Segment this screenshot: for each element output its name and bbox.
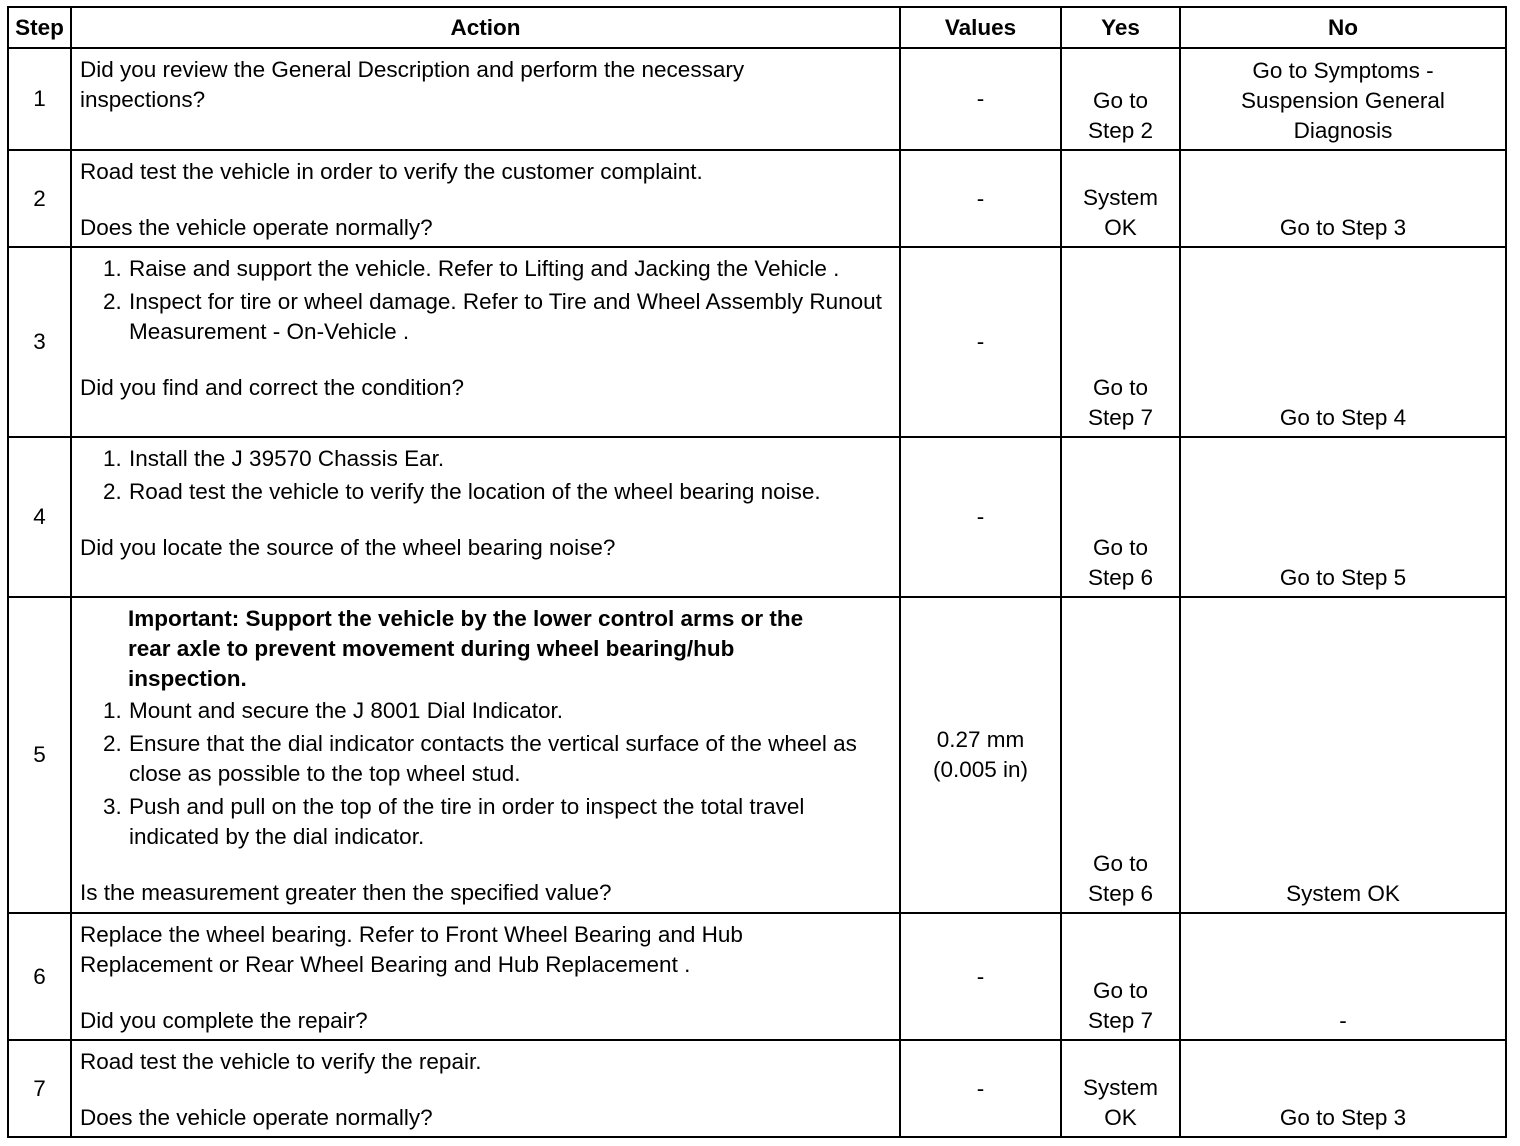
action-cell	[71, 437, 900, 597]
action-text: Replace the wheel bearing. Refer to Front Wheel Bearing and Hub Replacement or Rear Wheel Bearing and Hub Replacement .	[80, 922, 743, 977]
action-cell	[71, 48, 900, 150]
action-text: Did you review the General Description and perform the necessary inspections?	[80, 57, 745, 112]
value-cell: -	[900, 247, 1061, 437]
action-cell	[71, 597, 900, 913]
step-number: 5	[8, 597, 71, 913]
yes-cell: Go to Step 7	[1061, 247, 1180, 437]
action-steps	[80, 254, 888, 347]
step-number: 6	[8, 913, 71, 1040]
no-cell: Go to Step 4	[1180, 247, 1506, 437]
step-number: 2	[8, 150, 71, 247]
important-note: Important: Support the vehicle by the lower control arms or the rear axle to prevent movement during wheel bearing/hub inspection.	[128, 606, 804, 691]
action-question: Does the vehicle operate normally?	[80, 215, 433, 240]
yes-cell: Go to Step 2	[1061, 48, 1180, 150]
no-cell: Go to Symptoms - Suspension General Diagnosis	[1180, 48, 1506, 150]
list-item: 1. Install the J 39570 Chassis Ear.	[128, 444, 848, 474]
action-text: Road test the vehicle to verify the repair.	[80, 1049, 482, 1074]
table-row	[8, 913, 1506, 1040]
header-action: Action	[71, 7, 900, 48]
header-row	[8, 7, 1506, 48]
value-cell: -	[900, 437, 1061, 597]
value-cell: -	[900, 150, 1061, 247]
value-cell	[900, 597, 1061, 913]
no-cell: Go to Step 5	[1180, 437, 1506, 597]
no-cell: -	[1180, 913, 1506, 1040]
step-number: 4	[8, 437, 71, 597]
list-item: 1. Raise and support the vehicle. Refer to Lifting and Jacking the Vehicle .	[128, 254, 888, 284]
action-cell	[71, 150, 900, 247]
spec-metric: 0.27 mm	[936, 727, 1025, 752]
step-number: 1	[8, 48, 71, 150]
list-item: 3. Push and pull on the top of the tire in order to inspect the total travel indicated by the dial indicator.	[128, 792, 893, 852]
action-question: Does the vehicle operate normally?	[80, 1105, 433, 1130]
yes-cell: System OK	[1061, 1040, 1180, 1137]
yes-cell: Go to Step 6	[1061, 437, 1180, 597]
list-item: 2. Inspect for tire or wheel damage. Refer to Tire and Wheel Assembly Runout Measurement - On-Vehicle .	[128, 287, 888, 347]
table-row	[8, 1040, 1506, 1137]
list-item: 1. Mount and secure the J 8001 Dial Indicator.	[128, 696, 893, 726]
list-item: 2. Ensure that the dial indicator contacts the vertical surface of the wheel as close as possible to the top wheel stud.	[128, 729, 893, 789]
yes-cell: Go to Step 7	[1061, 913, 1180, 1040]
value-cell: -	[900, 48, 1061, 150]
no-cell: Go to Step 3	[1180, 1040, 1506, 1137]
action-question: Did you complete the repair?	[80, 1008, 368, 1033]
no-cell: Go to Step 3	[1180, 150, 1506, 247]
action-cell	[71, 247, 900, 437]
header-yes: Yes	[1061, 7, 1180, 48]
action-question: Is the measurement greater then the specified value?	[80, 880, 612, 905]
table-row	[8, 597, 1506, 913]
diagnostic-table	[7, 6, 1507, 1138]
action-steps	[80, 444, 848, 507]
action-question: Did you find and correct the condition?	[80, 375, 464, 400]
action-question: Did you locate the source of the wheel bearing noise?	[80, 535, 616, 560]
table-row	[8, 48, 1506, 150]
step-number: 3	[8, 247, 71, 437]
action-cell	[71, 1040, 900, 1137]
action-steps	[80, 696, 893, 852]
value-cell: -	[900, 1040, 1061, 1137]
value-cell: -	[900, 913, 1061, 1040]
header-values: Values	[900, 7, 1061, 48]
header-no: No	[1180, 7, 1506, 48]
header-step: Step	[8, 7, 71, 48]
yes-cell: Go to Step 6	[1061, 597, 1180, 913]
action-cell	[71, 913, 900, 1040]
action-text: Road test the vehicle in order to verify the customer complaint.	[80, 159, 703, 184]
step-number: 7	[8, 1040, 71, 1137]
table-row	[8, 437, 1506, 597]
table-row	[8, 150, 1506, 247]
spec-imperial: (0.005 in)	[932, 757, 1029, 782]
table-row	[8, 247, 1506, 437]
no-cell: System OK	[1180, 597, 1506, 913]
yes-cell: System OK	[1061, 150, 1180, 247]
list-item: 2. Road test the vehicle to verify the location of the wheel bearing noise.	[128, 477, 848, 507]
